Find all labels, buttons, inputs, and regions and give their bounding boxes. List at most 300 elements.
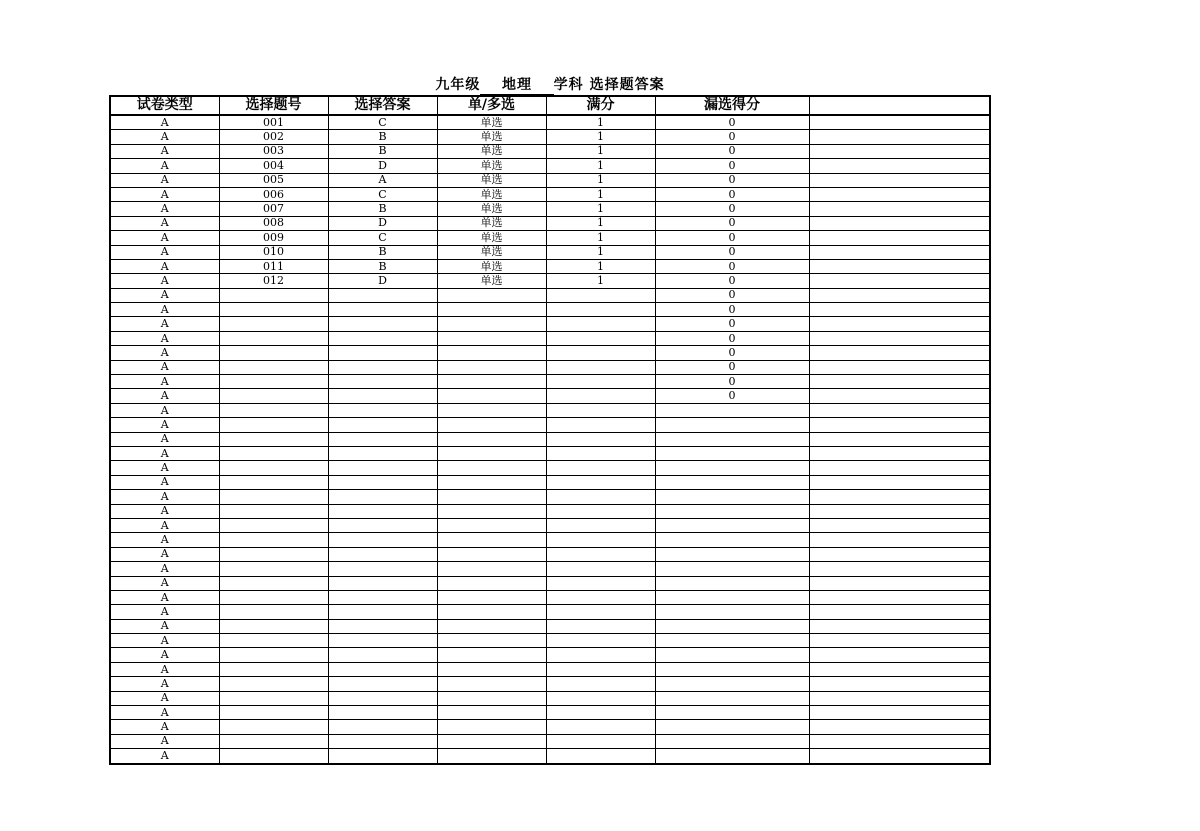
- table-cell[interactable]: [219, 475, 328, 489]
- table-cell[interactable]: 0: [655, 202, 809, 216]
- table-cell[interactable]: A: [110, 576, 219, 590]
- table-cell[interactable]: [328, 504, 437, 518]
- table-cell[interactable]: [546, 562, 655, 576]
- table-cell[interactable]: [546, 461, 655, 475]
- table-cell[interactable]: [809, 691, 990, 705]
- table-cell[interactable]: [809, 734, 990, 748]
- table-cell[interactable]: [546, 734, 655, 748]
- table-cell[interactable]: A: [110, 677, 219, 691]
- table-cell[interactable]: [328, 490, 437, 504]
- table-cell[interactable]: [655, 749, 809, 764]
- table-cell[interactable]: A: [110, 187, 219, 201]
- table-cell[interactable]: [655, 590, 809, 604]
- table-cell[interactable]: 1: [546, 159, 655, 173]
- table-cell[interactable]: A: [110, 173, 219, 187]
- table-cell[interactable]: [546, 375, 655, 389]
- table-cell[interactable]: [809, 749, 990, 764]
- table-cell[interactable]: [655, 619, 809, 633]
- table-cell[interactable]: 009: [219, 231, 328, 245]
- table-cell[interactable]: [546, 619, 655, 633]
- table-cell[interactable]: [328, 403, 437, 417]
- table-cell[interactable]: A: [110, 734, 219, 748]
- table-cell[interactable]: [546, 634, 655, 648]
- table-cell[interactable]: [655, 504, 809, 518]
- table-cell[interactable]: [809, 288, 990, 302]
- table-cell[interactable]: [219, 634, 328, 648]
- table-cell[interactable]: [655, 662, 809, 676]
- table-cell[interactable]: [219, 619, 328, 633]
- table-cell[interactable]: [437, 605, 546, 619]
- table-cell[interactable]: [809, 706, 990, 720]
- table-cell[interactable]: [437, 619, 546, 633]
- table-cell[interactable]: [219, 461, 328, 475]
- table-cell[interactable]: [219, 706, 328, 720]
- table-cell[interactable]: [437, 317, 546, 331]
- table-cell[interactable]: A: [110, 562, 219, 576]
- table-cell[interactable]: [809, 346, 990, 360]
- table-cell[interactable]: [809, 187, 990, 201]
- table-cell[interactable]: [328, 662, 437, 676]
- table-cell[interactable]: [546, 432, 655, 446]
- table-cell[interactable]: A: [110, 418, 219, 432]
- table-cell[interactable]: A: [110, 619, 219, 633]
- table-cell[interactable]: 单选: [437, 144, 546, 158]
- table-cell[interactable]: B: [328, 259, 437, 273]
- table-cell[interactable]: [328, 590, 437, 604]
- table-cell[interactable]: A: [110, 634, 219, 648]
- table-cell[interactable]: [655, 720, 809, 734]
- table-cell[interactable]: B: [328, 202, 437, 216]
- table-cell[interactable]: [219, 691, 328, 705]
- table-cell[interactable]: [437, 734, 546, 748]
- table-cell[interactable]: [546, 446, 655, 460]
- table-cell[interactable]: [546, 346, 655, 360]
- table-cell[interactable]: [328, 418, 437, 432]
- table-cell[interactable]: A: [110, 202, 219, 216]
- table-cell[interactable]: A: [110, 475, 219, 489]
- table-cell[interactable]: 1: [546, 202, 655, 216]
- table-cell[interactable]: [546, 648, 655, 662]
- table-cell[interactable]: [809, 504, 990, 518]
- table-cell[interactable]: [328, 533, 437, 547]
- table-cell[interactable]: D: [328, 159, 437, 173]
- table-cell[interactable]: 单选: [437, 259, 546, 273]
- table-cell[interactable]: [655, 432, 809, 446]
- table-cell[interactable]: [219, 662, 328, 676]
- table-cell[interactable]: A: [110, 605, 219, 619]
- table-cell[interactable]: 012: [219, 274, 328, 288]
- table-cell[interactable]: 1: [546, 115, 655, 130]
- table-cell[interactable]: [437, 749, 546, 764]
- table-cell[interactable]: [328, 547, 437, 561]
- table-cell[interactable]: [437, 418, 546, 432]
- table-cell[interactable]: [809, 360, 990, 374]
- table-cell[interactable]: [328, 734, 437, 748]
- table-cell[interactable]: [655, 648, 809, 662]
- table-cell[interactable]: [219, 677, 328, 691]
- table-cell[interactable]: [809, 303, 990, 317]
- table-cell[interactable]: A: [110, 533, 219, 547]
- table-cell[interactable]: [809, 375, 990, 389]
- table-cell[interactable]: [546, 605, 655, 619]
- table-cell[interactable]: [546, 317, 655, 331]
- table-cell[interactable]: 0: [655, 259, 809, 273]
- table-cell[interactable]: [219, 648, 328, 662]
- table-cell[interactable]: 0: [655, 360, 809, 374]
- table-cell[interactable]: A: [328, 173, 437, 187]
- table-cell[interactable]: A: [110, 159, 219, 173]
- table-cell[interactable]: [655, 691, 809, 705]
- table-cell[interactable]: A: [110, 461, 219, 475]
- table-cell[interactable]: [328, 360, 437, 374]
- table-cell[interactable]: 011: [219, 259, 328, 273]
- table-cell[interactable]: [655, 576, 809, 590]
- table-cell[interactable]: [437, 706, 546, 720]
- table-cell[interactable]: 0: [655, 389, 809, 403]
- table-cell[interactable]: [328, 346, 437, 360]
- table-cell[interactable]: [809, 331, 990, 345]
- table-cell[interactable]: [809, 533, 990, 547]
- table-cell[interactable]: [219, 346, 328, 360]
- table-cell[interactable]: B: [328, 245, 437, 259]
- table-cell[interactable]: [328, 605, 437, 619]
- table-cell[interactable]: [219, 518, 328, 532]
- table-cell[interactable]: 1: [546, 173, 655, 187]
- table-cell[interactable]: [437, 331, 546, 345]
- table-cell[interactable]: A: [110, 590, 219, 604]
- table-cell[interactable]: [809, 590, 990, 604]
- table-cell[interactable]: [809, 173, 990, 187]
- table-cell[interactable]: A: [110, 346, 219, 360]
- table-cell[interactable]: [546, 331, 655, 345]
- table-cell[interactable]: [437, 634, 546, 648]
- table-cell[interactable]: [655, 403, 809, 417]
- table-cell[interactable]: [809, 720, 990, 734]
- table-cell[interactable]: [328, 634, 437, 648]
- table-cell[interactable]: [437, 677, 546, 691]
- table-cell[interactable]: [219, 749, 328, 764]
- table-cell[interactable]: 002: [219, 130, 328, 144]
- table-cell[interactable]: 0: [655, 173, 809, 187]
- table-cell[interactable]: [437, 504, 546, 518]
- table-cell[interactable]: [219, 432, 328, 446]
- table-cell[interactable]: A: [110, 446, 219, 460]
- table-cell[interactable]: [437, 590, 546, 604]
- table-cell[interactable]: A: [110, 432, 219, 446]
- table-cell[interactable]: [809, 274, 990, 288]
- table-cell[interactable]: [546, 403, 655, 417]
- table-cell[interactable]: [328, 317, 437, 331]
- table-cell[interactable]: [655, 634, 809, 648]
- table-cell[interactable]: A: [110, 706, 219, 720]
- table-cell[interactable]: 单选: [437, 216, 546, 230]
- table-cell[interactable]: 1: [546, 130, 655, 144]
- table-cell[interactable]: [437, 375, 546, 389]
- table-cell[interactable]: A: [110, 375, 219, 389]
- table-cell[interactable]: [328, 331, 437, 345]
- table-cell[interactable]: [809, 648, 990, 662]
- table-cell[interactable]: [328, 389, 437, 403]
- table-cell[interactable]: 0: [655, 317, 809, 331]
- table-cell[interactable]: [809, 619, 990, 633]
- table-cell[interactable]: 004: [219, 159, 328, 173]
- table-cell[interactable]: 单选: [437, 245, 546, 259]
- table-cell[interactable]: 单选: [437, 202, 546, 216]
- table-cell[interactable]: A: [110, 130, 219, 144]
- table-cell[interactable]: [655, 533, 809, 547]
- table-cell[interactable]: 0: [655, 115, 809, 130]
- table-cell[interactable]: [655, 605, 809, 619]
- table-cell[interactable]: [219, 562, 328, 576]
- table-cell[interactable]: [437, 346, 546, 360]
- table-cell[interactable]: [219, 490, 328, 504]
- table-cell[interactable]: [219, 360, 328, 374]
- table-cell[interactable]: [219, 389, 328, 403]
- table-cell[interactable]: [219, 317, 328, 331]
- table-cell[interactable]: D: [328, 274, 437, 288]
- table-cell[interactable]: [328, 648, 437, 662]
- table-cell[interactable]: [809, 547, 990, 561]
- table-cell[interactable]: [219, 547, 328, 561]
- table-cell[interactable]: [546, 475, 655, 489]
- table-cell[interactable]: [809, 317, 990, 331]
- table-cell[interactable]: 1: [546, 259, 655, 273]
- table-cell[interactable]: [655, 418, 809, 432]
- table-cell[interactable]: 008: [219, 216, 328, 230]
- table-cell[interactable]: [437, 518, 546, 532]
- table-cell[interactable]: A: [110, 691, 219, 705]
- table-cell[interactable]: [437, 360, 546, 374]
- table-cell[interactable]: 1: [546, 216, 655, 230]
- table-cell[interactable]: [328, 706, 437, 720]
- table-cell[interactable]: 0: [655, 346, 809, 360]
- table-cell[interactable]: A: [110, 216, 219, 230]
- table-cell[interactable]: [328, 720, 437, 734]
- table-cell[interactable]: [809, 518, 990, 532]
- table-cell[interactable]: [437, 547, 546, 561]
- table-cell[interactable]: A: [110, 648, 219, 662]
- table-cell[interactable]: [809, 634, 990, 648]
- table-cell[interactable]: 0: [655, 245, 809, 259]
- table-cell[interactable]: [809, 245, 990, 259]
- table-cell[interactable]: [437, 288, 546, 302]
- table-cell[interactable]: [546, 389, 655, 403]
- table-cell[interactable]: 1: [546, 274, 655, 288]
- table-cell[interactable]: 单选: [437, 115, 546, 130]
- table-cell[interactable]: [809, 144, 990, 158]
- table-cell[interactable]: A: [110, 259, 219, 273]
- table-cell[interactable]: [437, 432, 546, 446]
- table-cell[interactable]: 0: [655, 159, 809, 173]
- table-cell[interactable]: 0: [655, 130, 809, 144]
- table-cell[interactable]: [809, 403, 990, 417]
- table-cell[interactable]: [809, 159, 990, 173]
- table-cell[interactable]: [328, 576, 437, 590]
- table-cell[interactable]: 010: [219, 245, 328, 259]
- table-cell[interactable]: [437, 720, 546, 734]
- table-cell[interactable]: [809, 216, 990, 230]
- table-cell[interactable]: [328, 518, 437, 532]
- table-cell[interactable]: [655, 734, 809, 748]
- table-cell[interactable]: A: [110, 504, 219, 518]
- table-cell[interactable]: 0: [655, 231, 809, 245]
- table-cell[interactable]: [809, 130, 990, 144]
- table-cell[interactable]: [437, 662, 546, 676]
- table-cell[interactable]: [809, 115, 990, 130]
- table-cell[interactable]: [546, 518, 655, 532]
- table-cell[interactable]: [655, 475, 809, 489]
- table-cell[interactable]: [437, 490, 546, 504]
- table-cell[interactable]: [809, 389, 990, 403]
- table-cell[interactable]: [328, 691, 437, 705]
- table-cell[interactable]: [219, 533, 328, 547]
- table-cell[interactable]: [809, 231, 990, 245]
- table-cell[interactable]: A: [110, 317, 219, 331]
- table-cell[interactable]: [546, 706, 655, 720]
- table-cell[interactable]: 1: [546, 144, 655, 158]
- table-cell[interactable]: A: [110, 288, 219, 302]
- table-cell[interactable]: 1: [546, 231, 655, 245]
- table-cell[interactable]: A: [110, 115, 219, 130]
- table-cell[interactable]: 0: [655, 144, 809, 158]
- table-cell[interactable]: 0: [655, 187, 809, 201]
- table-cell[interactable]: 001: [219, 115, 328, 130]
- table-cell[interactable]: [546, 504, 655, 518]
- table-cell[interactable]: [219, 590, 328, 604]
- table-cell[interactable]: [655, 547, 809, 561]
- table-cell[interactable]: [437, 691, 546, 705]
- table-cell[interactable]: [809, 677, 990, 691]
- table-cell[interactable]: 0: [655, 303, 809, 317]
- table-cell[interactable]: [809, 490, 990, 504]
- table-cell[interactable]: [809, 432, 990, 446]
- table-cell[interactable]: [437, 446, 546, 460]
- table-cell[interactable]: [546, 677, 655, 691]
- table-cell[interactable]: [219, 504, 328, 518]
- table-cell[interactable]: [219, 303, 328, 317]
- table-cell[interactable]: A: [110, 749, 219, 764]
- table-cell[interactable]: [655, 461, 809, 475]
- table-cell[interactable]: [546, 547, 655, 561]
- table-cell[interactable]: [328, 619, 437, 633]
- table-cell[interactable]: [546, 288, 655, 302]
- table-cell[interactable]: [328, 303, 437, 317]
- table-cell[interactable]: A: [110, 231, 219, 245]
- table-cell[interactable]: [546, 360, 655, 374]
- table-cell[interactable]: [655, 518, 809, 532]
- table-cell[interactable]: [655, 677, 809, 691]
- table-cell[interactable]: [809, 418, 990, 432]
- table-cell[interactable]: [809, 662, 990, 676]
- table-cell[interactable]: [809, 576, 990, 590]
- table-cell[interactable]: [437, 562, 546, 576]
- table-cell[interactable]: [328, 375, 437, 389]
- table-cell[interactable]: 单选: [437, 173, 546, 187]
- table-cell[interactable]: 0: [655, 375, 809, 389]
- table-cell[interactable]: [219, 576, 328, 590]
- table-cell[interactable]: A: [110, 403, 219, 417]
- table-cell[interactable]: A: [110, 389, 219, 403]
- table-cell[interactable]: A: [110, 303, 219, 317]
- table-cell[interactable]: A: [110, 720, 219, 734]
- table-cell[interactable]: 单选: [437, 274, 546, 288]
- table-cell[interactable]: [437, 576, 546, 590]
- table-cell[interactable]: [655, 562, 809, 576]
- table-cell[interactable]: [437, 461, 546, 475]
- table-cell[interactable]: B: [328, 130, 437, 144]
- table-cell[interactable]: [219, 605, 328, 619]
- table-cell[interactable]: 单选: [437, 231, 546, 245]
- table-cell[interactable]: [546, 490, 655, 504]
- table-cell[interactable]: [328, 288, 437, 302]
- table-cell[interactable]: 007: [219, 202, 328, 216]
- table-cell[interactable]: [809, 562, 990, 576]
- table-cell[interactable]: C: [328, 115, 437, 130]
- table-cell[interactable]: [655, 446, 809, 460]
- table-cell[interactable]: 单选: [437, 130, 546, 144]
- table-cell[interactable]: [546, 662, 655, 676]
- table-cell[interactable]: D: [328, 216, 437, 230]
- table-cell[interactable]: [655, 490, 809, 504]
- table-cell[interactable]: 1: [546, 187, 655, 201]
- table-cell[interactable]: A: [110, 547, 219, 561]
- table-cell[interactable]: [809, 461, 990, 475]
- table-cell[interactable]: A: [110, 331, 219, 345]
- table-cell[interactable]: [219, 720, 328, 734]
- table-cell[interactable]: [546, 691, 655, 705]
- table-cell[interactable]: [546, 533, 655, 547]
- table-cell[interactable]: [546, 749, 655, 764]
- table-cell[interactable]: [809, 605, 990, 619]
- table-cell[interactable]: 006: [219, 187, 328, 201]
- table-cell[interactable]: [437, 475, 546, 489]
- table-cell[interactable]: A: [110, 274, 219, 288]
- table-cell[interactable]: [437, 303, 546, 317]
- table-cell[interactable]: [437, 389, 546, 403]
- table-cell[interactable]: 0: [655, 331, 809, 345]
- table-cell[interactable]: [219, 331, 328, 345]
- table-cell[interactable]: [809, 475, 990, 489]
- table-cell[interactable]: [437, 403, 546, 417]
- table-cell[interactable]: 0: [655, 274, 809, 288]
- table-cell[interactable]: [546, 303, 655, 317]
- table-cell[interactable]: [809, 202, 990, 216]
- table-cell[interactable]: [219, 375, 328, 389]
- table-cell[interactable]: [546, 418, 655, 432]
- table-cell[interactable]: C: [328, 231, 437, 245]
- table-cell[interactable]: A: [110, 518, 219, 532]
- table-cell[interactable]: 003: [219, 144, 328, 158]
- table-cell[interactable]: 1: [546, 245, 655, 259]
- table-cell[interactable]: A: [110, 144, 219, 158]
- table-cell[interactable]: [219, 403, 328, 417]
- table-cell[interactable]: C: [328, 187, 437, 201]
- table-cell[interactable]: [809, 259, 990, 273]
- table-cell[interactable]: [809, 446, 990, 460]
- table-cell[interactable]: [328, 475, 437, 489]
- table-cell[interactable]: [219, 446, 328, 460]
- table-cell[interactable]: [437, 533, 546, 547]
- table-cell[interactable]: A: [110, 245, 219, 259]
- table-cell[interactable]: [328, 562, 437, 576]
- table-cell[interactable]: [219, 418, 328, 432]
- table-cell[interactable]: [546, 576, 655, 590]
- table-cell[interactable]: [219, 288, 328, 302]
- table-cell[interactable]: [655, 706, 809, 720]
- table-cell[interactable]: [546, 720, 655, 734]
- table-cell[interactable]: [328, 677, 437, 691]
- table-cell[interactable]: [219, 734, 328, 748]
